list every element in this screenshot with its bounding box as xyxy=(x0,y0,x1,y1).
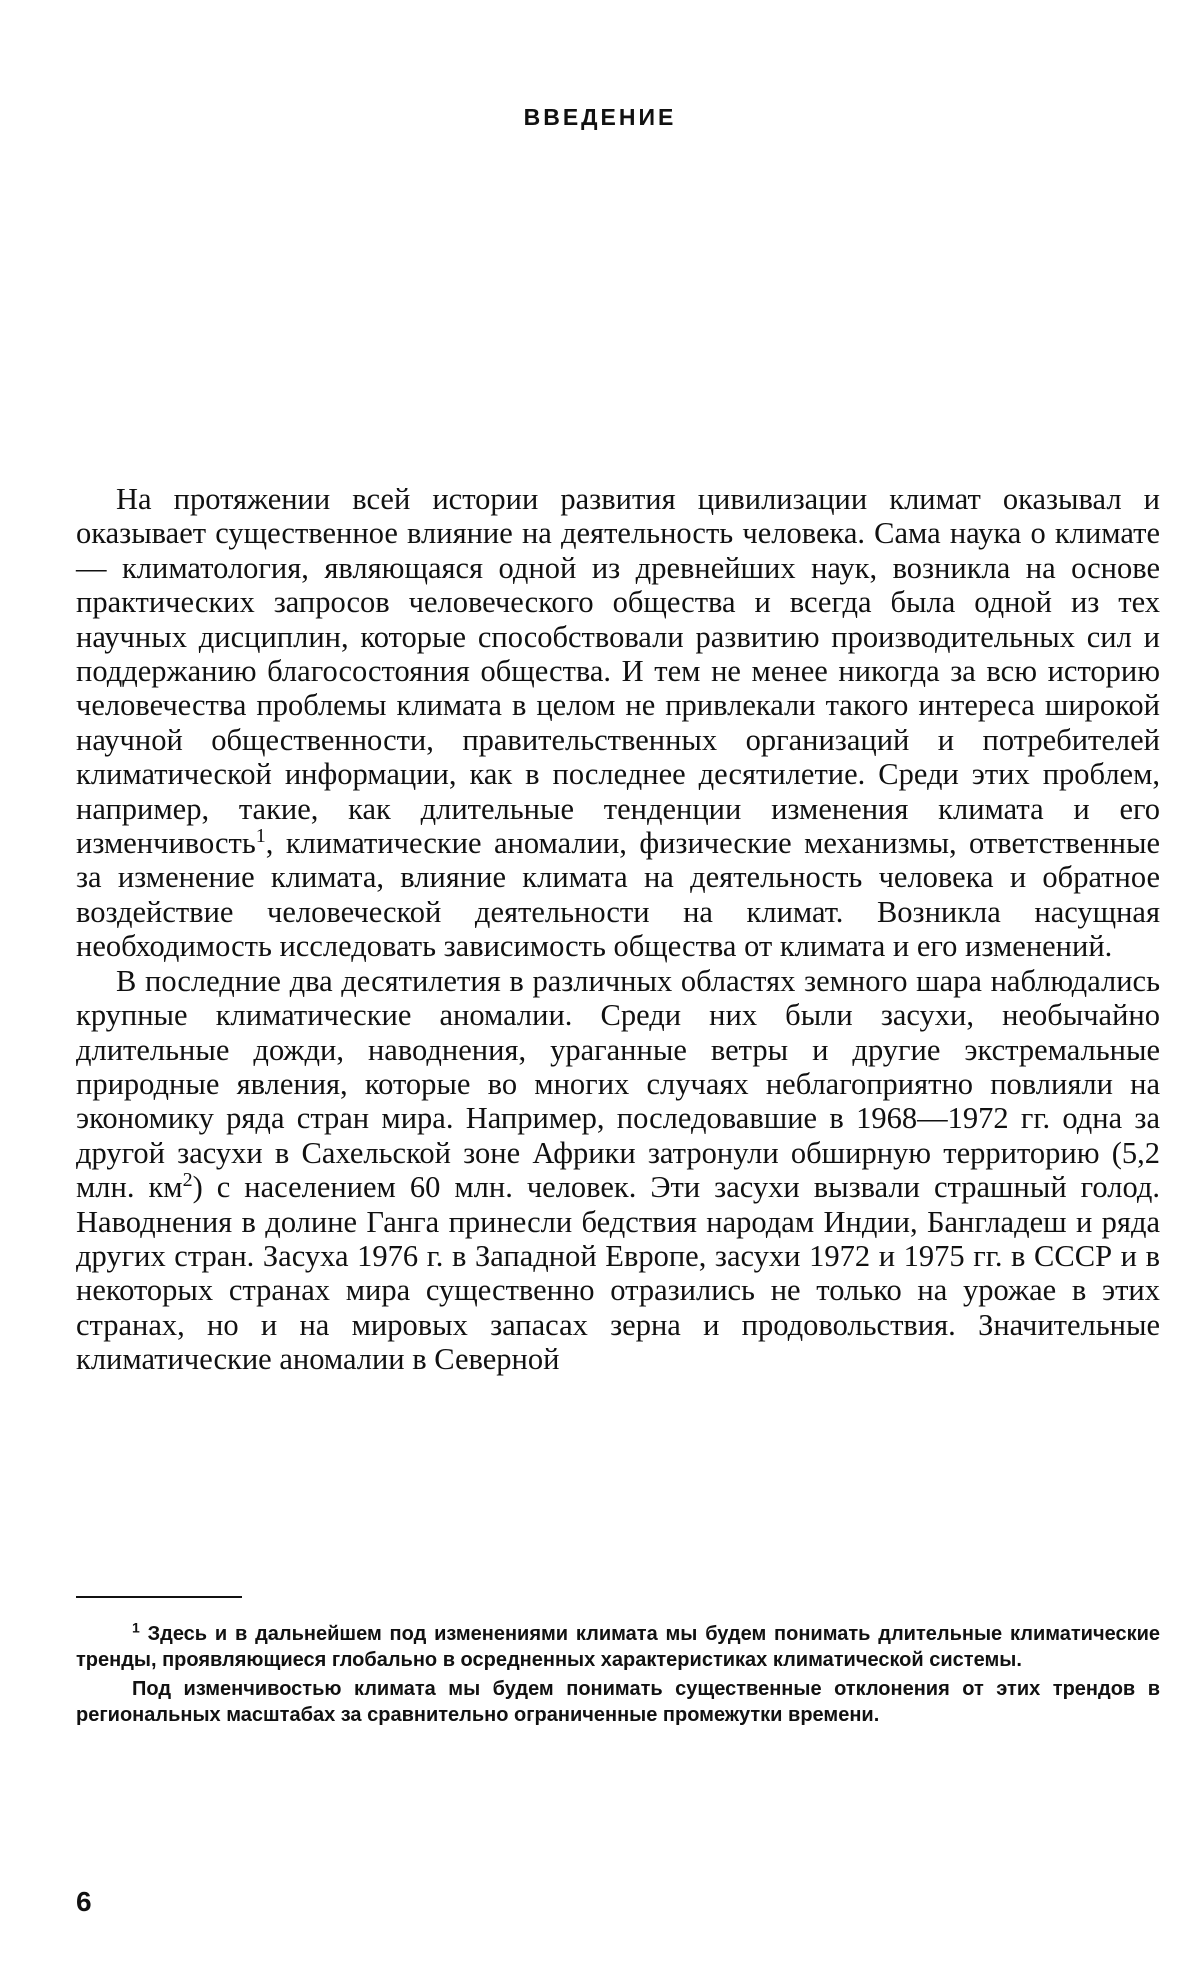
footnote-reference: 1 xyxy=(255,824,266,847)
paragraph-2 xyxy=(76,964,1160,1377)
footnote-1-text: Здесь и в дальнейшем под изменениями климата мы будем понимать длительные климатические тренды, проявляющиеся глобально в осредненных характеристиках климатической системы. xyxy=(76,1623,1160,1671)
paragraph-1-text-a: На протяжении всей истории развития цивилизации климат оказывал и оказывает существенное влияние на деятельность человека. Сама наука о климате — климатология, являющаяся одной из древнейших наук, возникла на основе практических запросов человеческого общества и всегда была одной из тех научных дисциплин, которые способствовали развитию производительных сил и поддержанию благосостояния общества. И тем не менее никогда за всю историю человечества проблемы климата в целом не привлекали такого интереса широкой научной общественности, правительственных организаций и потребителей климатической информации, как в последнее десятилетие. Среди этих проблем, например, такие, как длительные тенденции изменения климата и его изменчивость xyxy=(76,482,1160,861)
footnote-1-marker: 1 xyxy=(132,1619,140,1636)
superscript-squared: 2 xyxy=(182,1168,193,1191)
footnote-1 xyxy=(76,1619,1160,1673)
footnote-divider xyxy=(76,1596,242,1598)
footnote-1-continuation-text: Под изменчивостью климата мы будем понимать существенные отклонения от этих трендов в региональных масштабах за сравнительно ограниченные промежутки времени. xyxy=(76,1678,1160,1726)
footnote-1-continuation xyxy=(76,1677,1160,1728)
chapter-heading: ВВЕДЕНИЕ xyxy=(523,104,677,130)
paragraph-1 xyxy=(76,482,1160,964)
paragraph-1-text-b: , климатические аномалии, физические механизмы, ответственные за изменение климата, влияние климата на деятельность человека и обратное воздействие человеческой деятельности на климат. Возникла насущная необходимость исследовать зависимость общества от климата и его изменений. xyxy=(76,826,1160,964)
footnotes xyxy=(76,1619,1160,1732)
main-text xyxy=(76,482,1160,1377)
page-number: 6 xyxy=(76,1886,92,1917)
paragraph-2-text-a: В последние два десятилетия в различных областях земного шара наблюдались крупные климатические аномалии. Среди них были засухи, необычайно длительные дожди, наводнения, ураганные ветры и другие экстремальные природные явления, которые во многих случаях неблагоприятно повлияли на экономику ряда стран мира. Например, последовавшие в 1968—1972 гг. одна за другой засухи в Сахельской зоне Африки затронули обширную территорию (5,2 млн. км xyxy=(76,963,1160,1205)
paragraph-2-text-b: ) с населением 60 млн. человек. Эти засухи вызвали страшный голод. Наводнения в долине Ганга принесли бедствия народам Индии, Бангладеш и ряда других стран. Засуха 1976 г. в Западной Европе, засухи 1972 и 1975 гг. в СССР и в некоторых странах мира существенно отразились не только на урожае в этих странах, но и на мировых запасах зерна и продовольствия. Значительные климатические аномалии в Северной xyxy=(76,1170,1160,1377)
